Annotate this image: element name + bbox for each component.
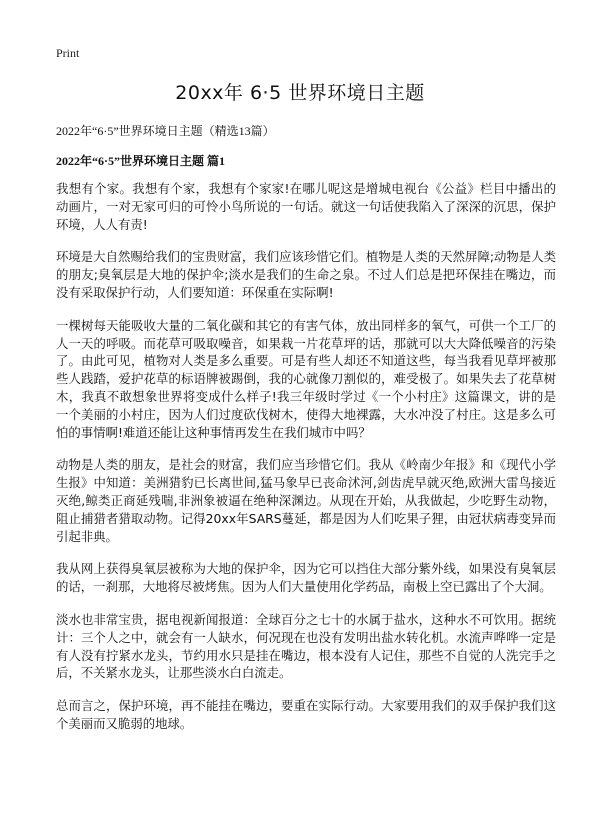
paragraph-3: 一棵树每天能吸收大量的二氧化碳和其它的有害气体，放出同样多的氧气，可供一个工厂的人一天的呼吸。而花草可吸取噪音，如果栽一片花草坪的话，那就可以大大降低噪音的污染了。由此可见，植物对人类是多么重要。可是有些人却还不知道这些，每当我看见草坪被那些人践踏，爱护花草的标语牌被踢倒，我的心就像刀割似的，难受极了。如果失去了花草树木，我真不敢想象世界将变成什么样子!我三年级时学过《一个小村庄》这篇课文，讲的是一个美丽的小村庄，因为人们过度砍伐树木，使得大地裸露，大水冲没了村庄。这是多么可怕的事情啊!难道还能让这种事情再发生在我们城市中吗？ xyxy=(56,317,556,440)
paragraph-5: 我从网上获得臭氧层被称为大地的保护伞，因为它可以挡住大部分紫外线，如果没有臭氧层的话，一刹那，大地将尽被烤焦。因为人们大量使用化学药品，南极上空已露出了个大洞。 xyxy=(56,561,556,595)
paragraph-4: 动物是人类的朋友，是社会的财富，我们应当珍惜它们。我从《岭南少年报》和《现代小学生报》中知道：美洲猎豹已长离世间,猛马象早已丧命沭河,剑齿虎早就灭绝,欧洲大雷鸟接近灭绝,鲸类正商延残喘,非洲象被逼在绝种深渊边。从现在开始，从我做起，少吃野生动物，阻止捕猎者猎取动物。记得20xx年SARS蔓延，都是因为人们吃果子狸，由冠状病毒变异而引起非典。 xyxy=(56,457,556,544)
section-heading: 2022年“6·5”世界环境日主题 篇1 xyxy=(56,154,226,168)
paragraph-1: 我想有个家。我想有个家，我想有个家家!在哪儿呢这是增城电视台《公益》栏目中播出的动画片，一对无家可归的可怜小鸟所说的一句话。就这一句话使我陷入了深深的沉思，保护环境，人人有责! xyxy=(56,181,556,232)
print-link[interactable]: Print xyxy=(56,46,80,60)
paragraph-2: 环境是大自然赐给我们的宝贵财富，我们应该珍惜它们。植物是人类的天然屏障;动物是人类的朋友;臭氧层是大地的保护伞;淡水是我们的生命之泉。不过人们总是把环保挂在嘴边，而没有采取保护行动，人们要知道：环保重在实际啊! xyxy=(56,249,556,300)
article-body xyxy=(56,180,556,748)
paragraph-7: 总而言之，保护环境，再不能挂在嘴边，要重在实际行动。大家要用我们的双手保护我们这个美丽而又脆弱的地球。 xyxy=(56,698,556,731)
document-subtitle: 2022年“6·5”世界环境日主题（精选13篇） xyxy=(56,124,275,138)
document-title: 20xx年 6·5 世界环境日主题 xyxy=(175,82,425,104)
paragraph-6: 淡水也非常宝贵，据电视新闻报道：全球百分之七十的水属于盐水，这种水不可饮用。据统计：三个人之中，就会有一人缺水，何况现在也没有发明出盐水转化机。水流声哗哗一定是有人没有拧紧水龙头，节约用水只是挂在嘴边，根本没有人记住，那些不自觉的人洗完手之后，不关紧水龙头，让那些淡水白白流走。 xyxy=(56,611,556,681)
